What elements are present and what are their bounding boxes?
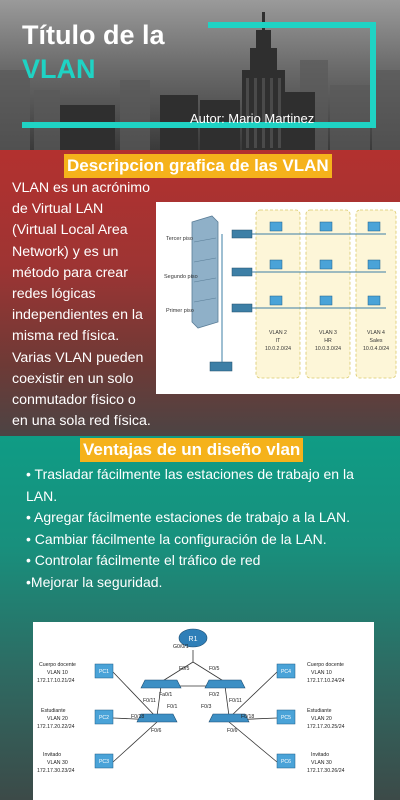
text-line: redes lógicas	[12, 286, 96, 303]
text-line: conmutador físico o	[12, 392, 136, 409]
text-line: (Virtual Local Area	[12, 222, 128, 239]
pc-label: PC3	[98, 759, 110, 765]
text-line: en una sola red física.	[12, 413, 151, 430]
vlan2-zone	[256, 210, 300, 378]
list-item: • Agregar fácilmente estaciones de trabajo a la LAN.	[26, 509, 350, 525]
vlan-label: VLAN 4	[367, 330, 385, 336]
floor-label: Primer piso	[166, 308, 194, 314]
page-title-line1: Título de la	[22, 20, 165, 50]
text-line: coexistir en un solo	[12, 370, 134, 387]
host-role: Invitado	[311, 752, 330, 758]
host-ip: 172.17.10.21/24	[37, 678, 75, 684]
port-label: F0/5	[179, 666, 190, 672]
text-line: misma red física.	[12, 328, 120, 345]
text-line: método para crear	[12, 264, 128, 281]
page-title-line2: VLAN	[22, 54, 96, 84]
section1-title: Descripcion grafica de las VLAN	[64, 154, 332, 178]
network-topology-diagram	[33, 622, 374, 800]
text-line: independientes en la	[12, 307, 143, 324]
vlan-dept: IT	[275, 338, 281, 344]
switch-icon	[232, 268, 252, 276]
port-label: F0/3	[201, 704, 212, 710]
section-vlan-description	[0, 150, 400, 436]
vlan-label: VLAN 2	[269, 330, 287, 336]
port-label: F0/6	[227, 728, 238, 734]
host-vlan: VLAN 10	[47, 670, 68, 676]
host-vlan: VLAN 30	[311, 760, 332, 766]
building-icon	[192, 216, 218, 328]
text-line: VLAN es un acrónimo	[12, 180, 151, 196]
host-vlan: VLAN 20	[47, 716, 68, 722]
header-banner	[0, 0, 400, 150]
switch-icon	[205, 680, 245, 688]
vlan-net: 10.0.3.0/24	[315, 346, 341, 352]
router-label: R1	[188, 636, 198, 643]
port-label: F0/1	[167, 704, 178, 710]
list-item: • Cambiar fácilmente la configuración de la LAN.	[26, 530, 327, 547]
host-vlan: VLAN 10	[311, 670, 332, 676]
advantages-list	[26, 464, 376, 593]
pc-label: PC1	[98, 669, 110, 675]
section-vlan-advantages	[0, 436, 400, 800]
vlan3-zone	[306, 210, 350, 378]
port-label: F0/6	[151, 728, 162, 734]
floor-label: Tercer piso	[166, 236, 193, 242]
port-label: G0/0/1	[173, 644, 189, 650]
pc-label: PC5	[280, 715, 292, 721]
list-item: •Mejorar la seguridad.	[26, 573, 163, 590]
pc-label: PC6	[280, 759, 292, 765]
port-label: F0/11	[143, 698, 156, 704]
host-role: Estudiante	[307, 708, 332, 714]
frame-accent-right	[370, 22, 376, 128]
port-label: F0/18	[131, 714, 145, 720]
vlan-dept: Sales	[369, 338, 383, 344]
text-line: Varias VLAN pueden	[12, 349, 144, 366]
pc-label: PC2	[98, 715, 110, 721]
text-line: Network) y es un	[12, 243, 119, 260]
section2-title: Ventajas de un diseño vlan	[80, 438, 303, 462]
text-line: de Virtual LAN	[12, 201, 104, 218]
vlan-net: 10.0.4.0/24	[363, 346, 389, 352]
vlan-building-diagram	[156, 202, 400, 394]
author-label: Autor: Mario Martinez	[190, 111, 315, 126]
floor-label: Segundo piso	[164, 274, 198, 280]
port-label: F0/2	[209, 692, 220, 698]
port-label: F0/18	[241, 714, 255, 720]
host-role: Cuerpo docente	[307, 662, 344, 668]
host-role: Cuerpo docente	[39, 662, 76, 668]
pc-label: PC4	[280, 669, 292, 675]
list-item: • Controlar fácilmente el tráfico de red	[26, 552, 261, 568]
port-label: F0/11	[229, 698, 242, 704]
host-ip: 172.17.30.26/24	[307, 768, 345, 774]
host-vlan: VLAN 20	[311, 716, 332, 722]
switch-icon	[232, 230, 252, 238]
host-ip: 172.17.10.24/24	[307, 678, 345, 684]
frame-accent-top	[208, 22, 376, 28]
port-label: F0/5	[209, 666, 220, 672]
host-ip: 172.17.20.25/24	[307, 724, 345, 730]
vlan-label: VLAN 3	[319, 330, 337, 336]
port-label: Fa0/1	[159, 692, 173, 698]
vlan-net: 10.0.2.0/24	[265, 346, 291, 352]
host-ip: 172.17.30.23/24	[37, 768, 75, 774]
host-role: Invitado	[43, 752, 62, 758]
vlan-dept: HR	[324, 338, 332, 344]
switch-icon	[210, 362, 232, 371]
section1-text	[12, 178, 156, 432]
host-role: Estudiante	[41, 708, 66, 714]
host-vlan: VLAN 30	[47, 760, 68, 766]
host-ip: 172.17.20.22/24	[37, 724, 75, 730]
switch-icon	[141, 680, 181, 688]
list-item: • Trasladar fácilmente las estaciones de trabajo en la LAN.	[26, 466, 354, 504]
vlan4-zone	[356, 210, 396, 378]
switch-icon	[232, 304, 252, 312]
